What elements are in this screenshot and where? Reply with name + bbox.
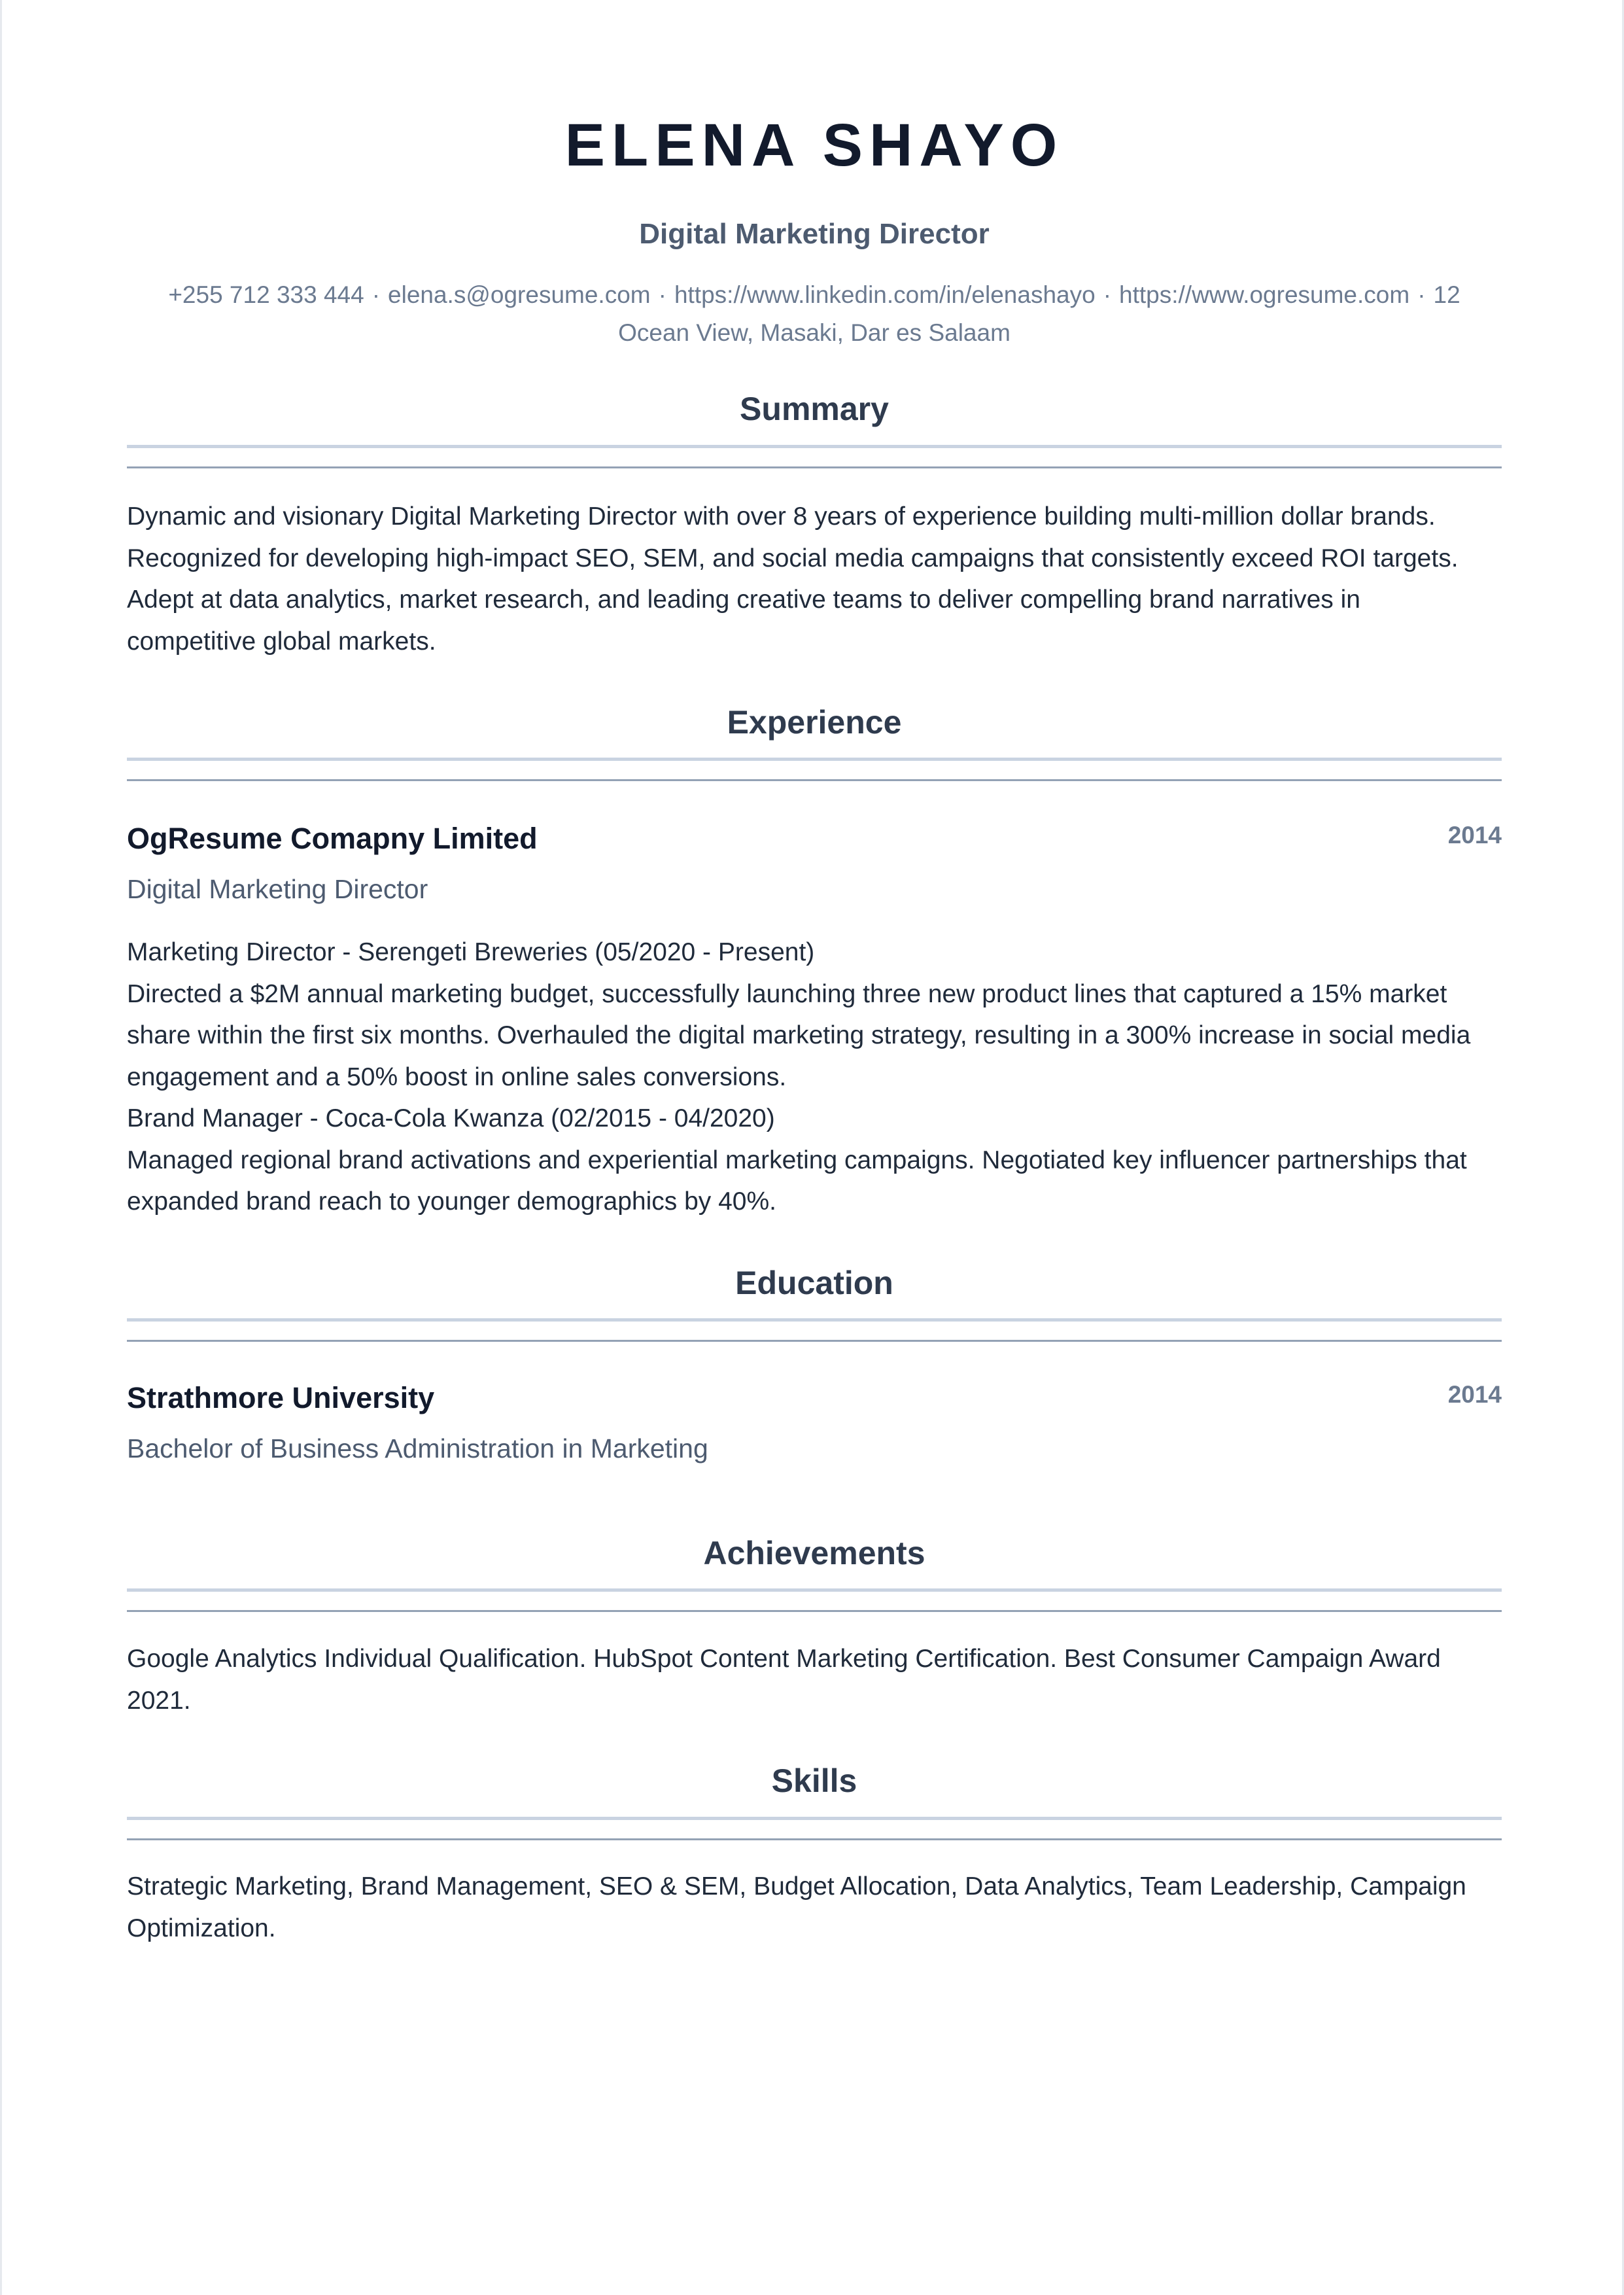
summary-divider bbox=[127, 445, 1502, 468]
summary-text bbox=[127, 496, 1502, 662]
skills-line: Optimization. bbox=[127, 1914, 276, 1942]
experience-heading: Experience bbox=[727, 704, 902, 741]
summary-line: competitive global markets. bbox=[127, 627, 436, 656]
skills-line: Strategic Marketing, Brand Management, SEO & SEM, Budget Allocation, Data Analytics, Team Leadership, Campaign bbox=[127, 1872, 1466, 1901]
skills-heading: Skills bbox=[771, 1762, 857, 1799]
experience-line: expanded brand reach to younger demographics by 40%. bbox=[127, 1187, 776, 1216]
education-school: Strathmore University bbox=[127, 1381, 435, 1414]
experience-line: Directed a $2M annual marketing budget, successfully launching three new product lines that captured a 15% market bbox=[127, 979, 1447, 1008]
experience-role: Digital Marketing Director bbox=[127, 874, 428, 904]
contact-address-part1: 12 bbox=[1433, 281, 1460, 308]
experience-divider bbox=[127, 758, 1502, 781]
experience-line: share within the first six months. Overhauled the digital marketing strategy, resulting in a 300% increase in social media bbox=[127, 1021, 1471, 1049]
summary-line: Dynamic and visionary Digital Marketing Director with over 8 years of experience building multi-million dollar brands. bbox=[127, 502, 1436, 531]
education-degree: Bachelor of Business Administration in Marketing bbox=[127, 1433, 708, 1463]
contact-separator: · bbox=[371, 281, 381, 308]
contact-separator: · bbox=[1103, 281, 1112, 308]
contact-phone[interactable]: +255 712 333 444 bbox=[168, 281, 364, 308]
skills-divider bbox=[127, 1817, 1502, 1840]
contact-linkedin[interactable]: https://www.linkedin.com/in/elenashayo bbox=[674, 281, 1096, 308]
achievements-divider bbox=[127, 1588, 1502, 1612]
contact-email[interactable]: elena.s@ogresume.com bbox=[388, 281, 651, 308]
education-year: 2014 bbox=[1447, 1381, 1502, 1408]
summary-heading: Summary bbox=[740, 391, 889, 427]
candidate-name: ELENA SHAYO bbox=[564, 112, 1064, 179]
contact-separator: · bbox=[1417, 281, 1426, 308]
experience-line: Brand Manager - Coca-Cola Kwanza (02/2015 - 04/2020) bbox=[127, 1104, 775, 1132]
experience-line: Marketing Director - Serengeti Breweries (05/2020 - Present) bbox=[127, 938, 815, 966]
contact-address-part2: Ocean View, Masaki, Dar es Salaam bbox=[618, 319, 1011, 346]
education-heading: Education bbox=[735, 1265, 893, 1301]
achievements-heading: Achievements bbox=[703, 1535, 925, 1571]
contact-info bbox=[140, 276, 1489, 352]
contact-website[interactable]: https://www.ogresume.com bbox=[1119, 281, 1410, 308]
achievements-line: 2021. bbox=[127, 1686, 191, 1715]
candidate-title: Digital Marketing Director bbox=[639, 218, 990, 250]
achievements-text bbox=[127, 1638, 1502, 1721]
experience-company: OgResume Comapny Limited bbox=[127, 822, 538, 855]
achievements-line: Google Analytics Individual Qualification. HubSpot Content Marketing Certification. Best Consumer Campaign Award bbox=[127, 1645, 1441, 1673]
skills-text bbox=[127, 1866, 1502, 1949]
experience-line: Managed regional brand activations and experiential marketing campaigns. Negotiated key influencer partnerships that bbox=[127, 1146, 1467, 1174]
experience-details bbox=[127, 932, 1502, 1223]
experience-year: 2014 bbox=[1447, 822, 1502, 849]
education-divider bbox=[127, 1318, 1502, 1342]
summary-line: Recognized for developing high-impact SEO, SEM, and social media campaigns that consistently exceed ROI targets. bbox=[127, 544, 1459, 572]
summary-line: Adept at data analytics, market research, and leading creative teams to deliver compelling brand narratives in bbox=[127, 586, 1360, 614]
experience-line: engagement and a 50% boost in online sales conversions. bbox=[127, 1062, 787, 1091]
contact-separator: · bbox=[658, 281, 666, 308]
